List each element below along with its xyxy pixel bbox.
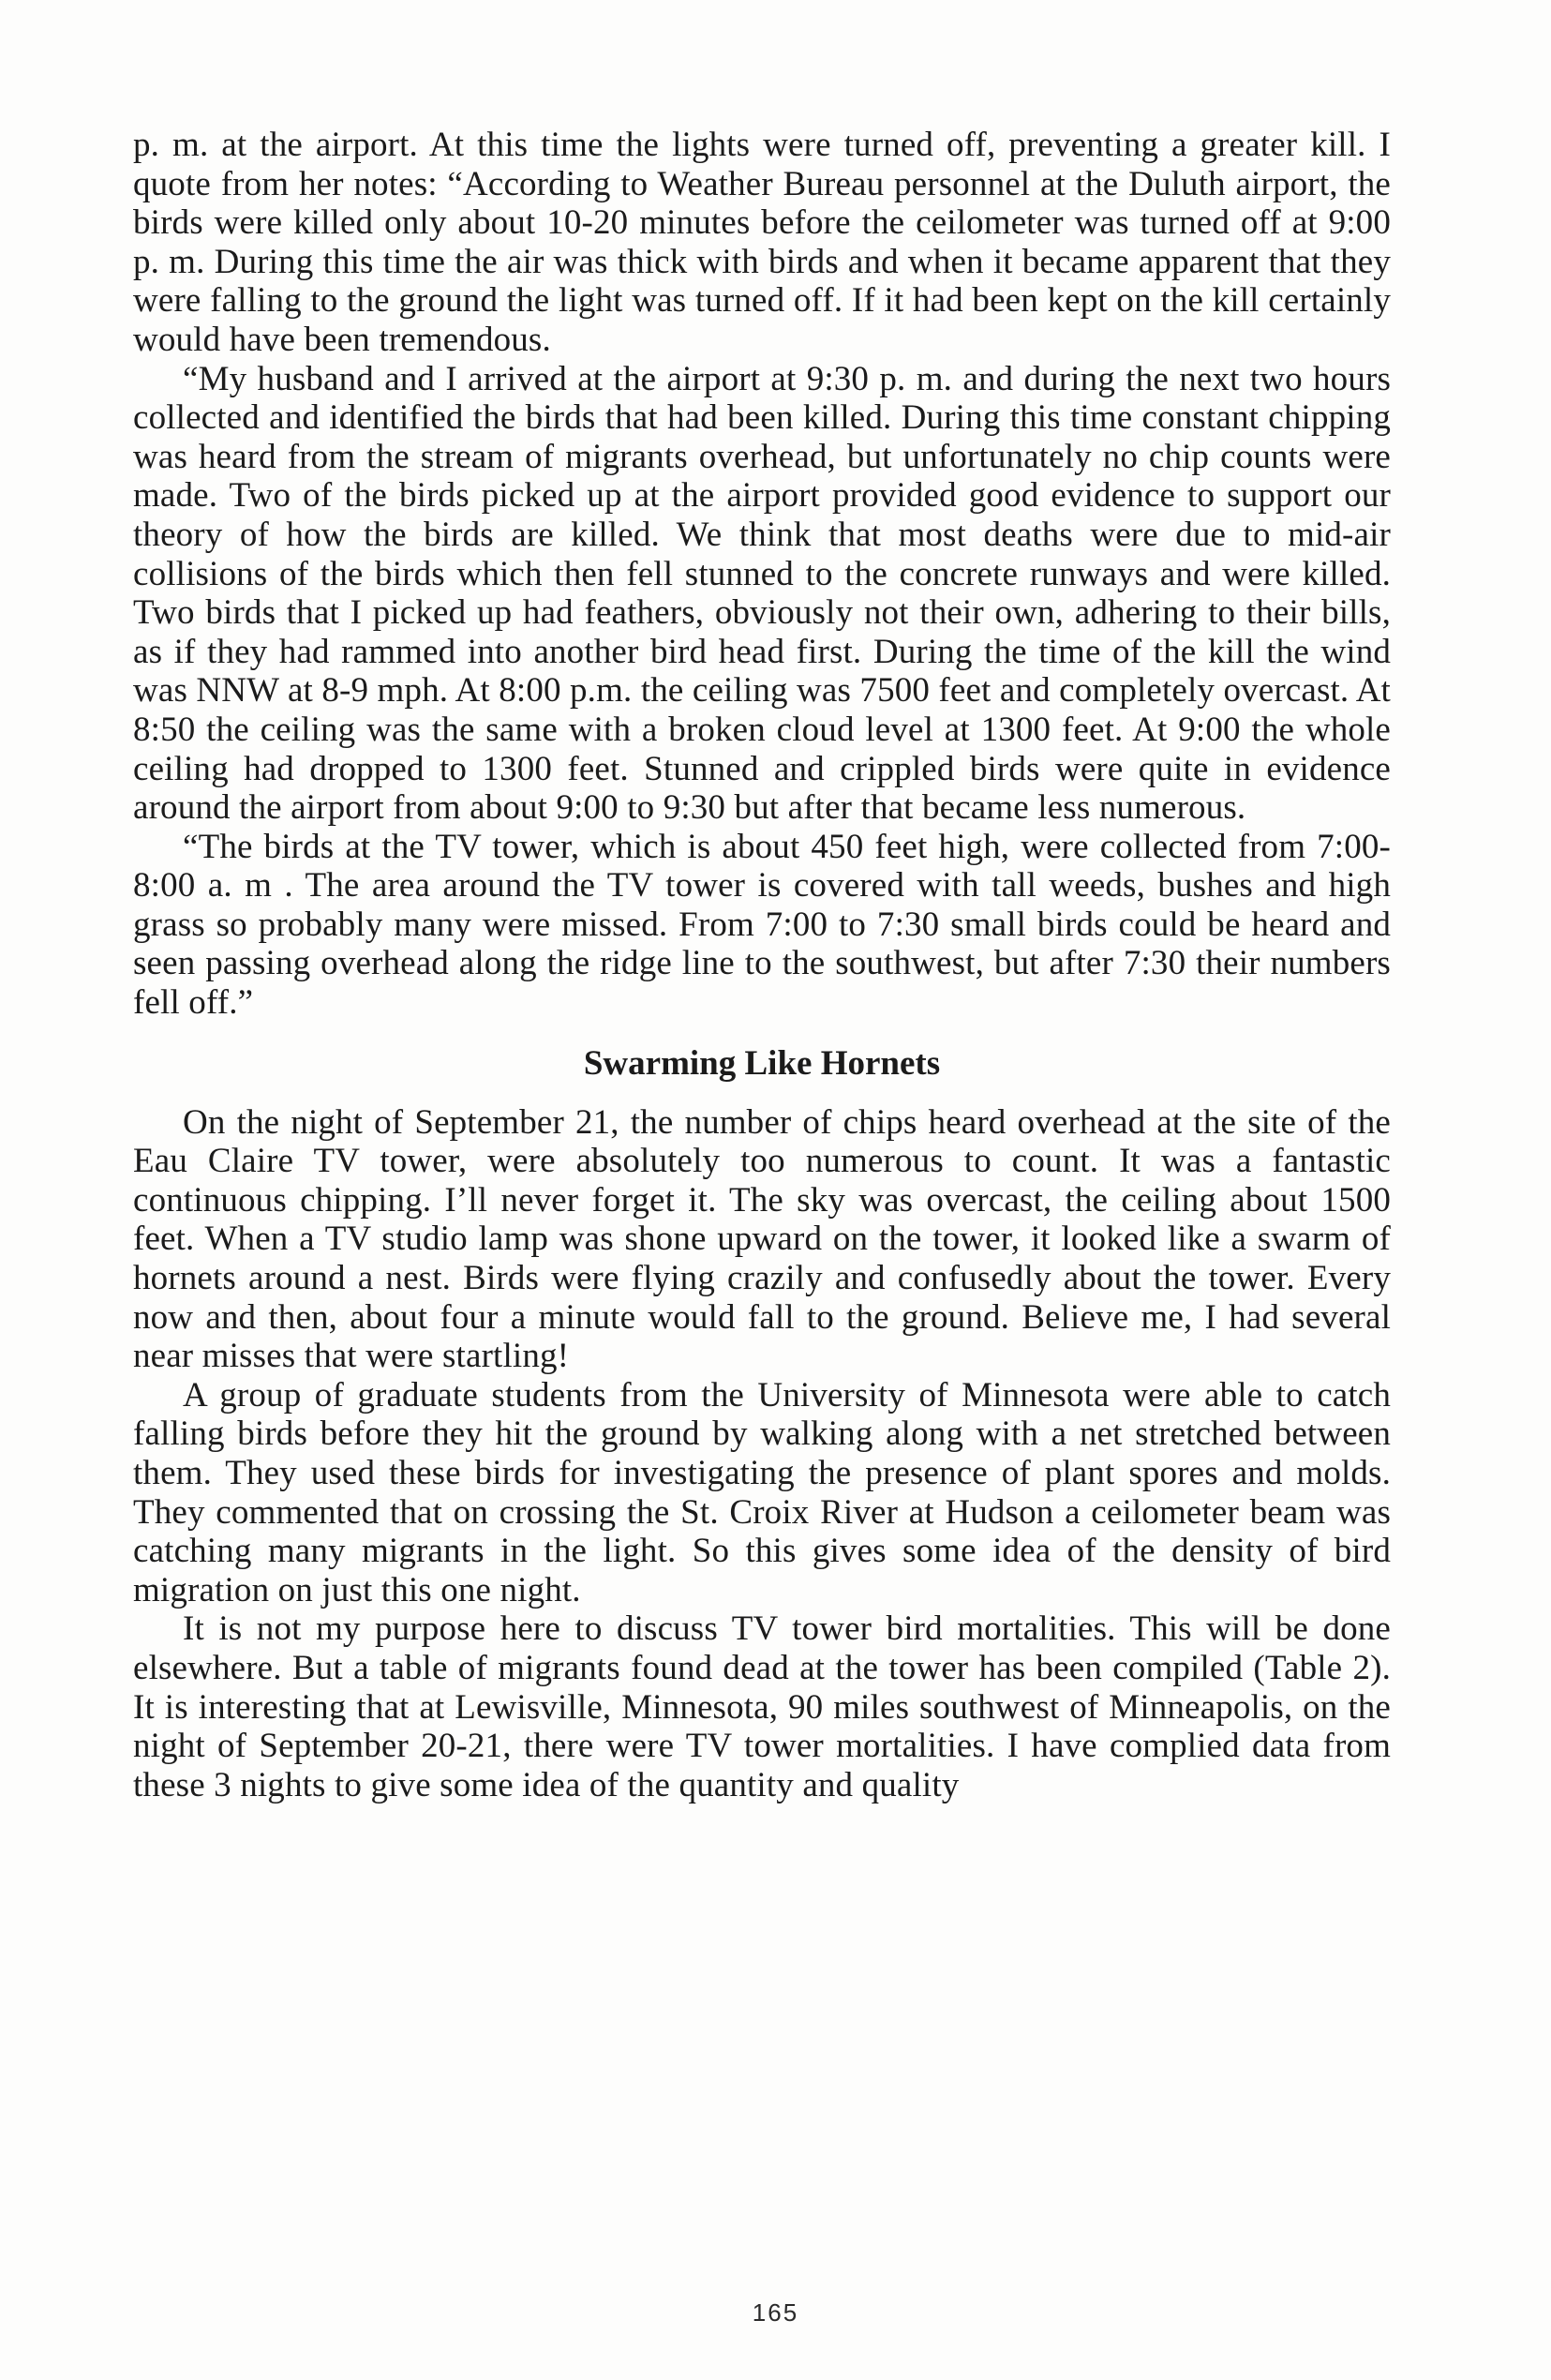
text-column — [133, 126, 1391, 1804]
paragraph-airport-notes: p. m. at the airport. At this time the lights were turned off, preventing a greater kill. I quote from her notes: “According to Weather Bureau personnel at the Duluth airport, the birds were killed only about 10-20 minutes before the ceilometer was turned off at 9:00 p. m. During this time the air was thick with birds and when it became apparent that they were falling to the ground the light was turned off. If it had been kept on the kill certainly would have been tremendous. — [133, 126, 1391, 359]
paragraph-september-21: On the night of September 21, the number of chips heard overhead at the site of the Eau Claire TV tower, were absolutely too numerous to count. It was a fantastic continuous chipping. I’ll never forget it. The sky was overcast, the ceiling about 1500 feet. When a TV studio lamp was shone upward on the tower, it looked like a swarm of hornets around a nest. Birds were flying crazily and confusedly about the tower. Every now and then, about four a minute would fall to the ground. Believe me, I had several near misses that were startling! — [133, 1102, 1391, 1376]
paragraph-tv-tower: “The birds at the TV tower, which is about 450 feet high, were collected from 7:00-8:00 a. m . The area around the TV tower is covered with tall weeds, bushes and high grass so probably many were missed. From 7:00 to 7:30 small birds could be heard and seen passing overhead along the ridge line to the southwest, but after 7:30 their numbers fell off.” — [133, 827, 1391, 1023]
paragraph-collection-account: “My husband and I arrived at the airport at 9:30 p. m. and during the next two hours collected and identified the birds that had been killed. During this time constant chipping was heard from the stream of migrants overhead, but unfortunately no chip counts were made. Two of the birds picked up at the airport provided good evidence to support our theory of how the birds are killed. We think that most deaths were due to mid-air collisions of the birds which then fell stunned to the concrete runways and were killed. Two birds that I picked up had feathers, obviously not their own, adhering to their bills, as if they had rammed into another bird head first. During the time of the kill the wind was NNW at 8-9 mph. At 8:00 p.m. the ceiling was 7500 feet and completely overcast. At 8:50 the ceiling was the same with a broken cloud level at 1300 feet. At 9:00 the whole ceiling had dropped to 1300 feet. Stunned and crippled birds were quite in evidence around the airport from about 9:00 to 9:30 but after that became less numerous. — [133, 359, 1391, 828]
section-heading: Swarming Like Hornets — [583, 1043, 941, 1083]
paragraph-graduate-students: A group of graduate students from the University of Minnesota were able to catch falling birds before they hit the ground by walking along with a net stretched between them. They used these birds for investigating the presence of plant spores and molds. They commented that on crossing the St. Croix River at Hudson a ceilometer beam was catching many migrants in the light. So this gives some idea of the density of bird migration on just this one night. — [133, 1375, 1391, 1609]
page-number: 165 — [752, 2298, 799, 2327]
paragraph-tv-mortalities: It is not my purpose here to discuss TV tower bird mortalities. This will be done elsewhere. But a table of migrants found dead at the tower has been compiled (Table 2). It is interesting that at Lewisville, Minnesota, 90 miles southwest of Minneapolis, on the night of September 20-21, there were TV tower mortalities. I have complied data from these 3 nights to give some idea of the quantity and quality — [133, 1609, 1391, 1804]
